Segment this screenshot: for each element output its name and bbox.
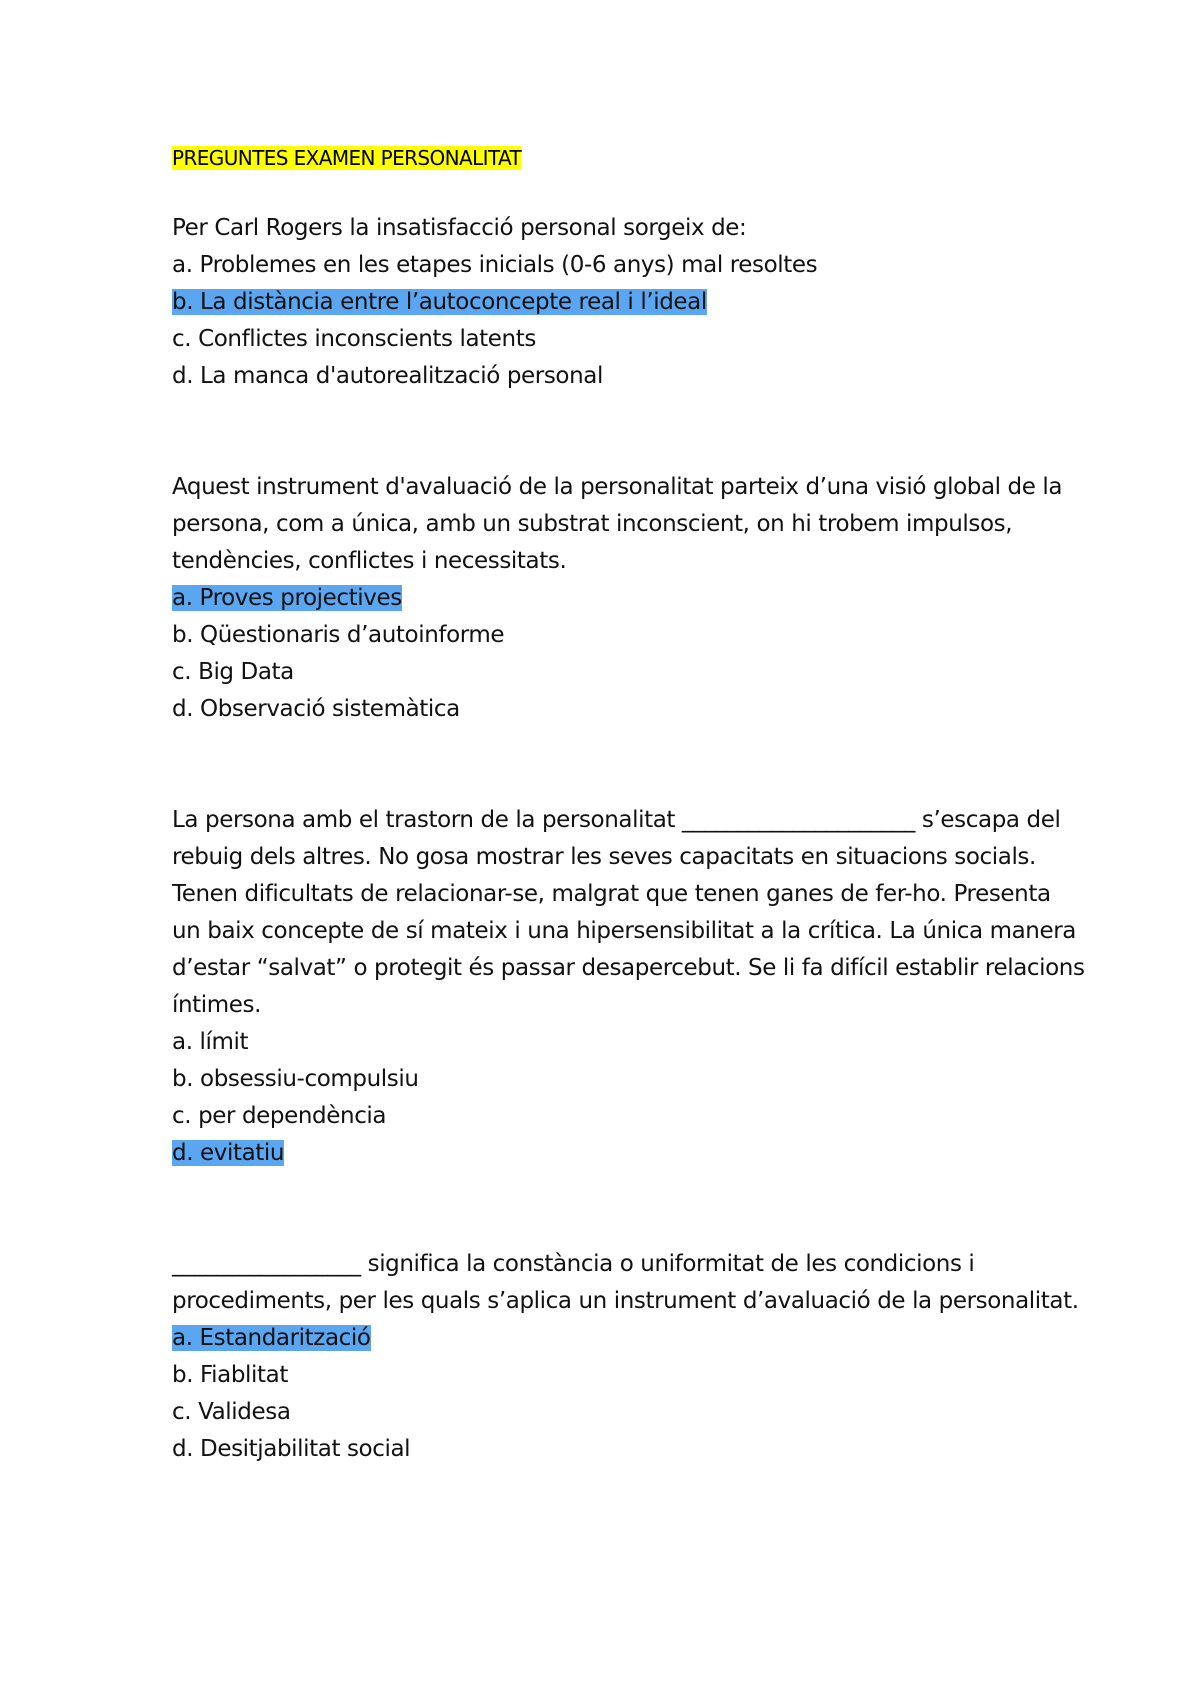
spacer xyxy=(172,728,1052,802)
option-text: b. obsessiu-compulsiu xyxy=(172,1066,419,1092)
answer-option xyxy=(172,321,1052,358)
question-prompt-line: un baix concepte de sí mateix i una hipersensibilitat a la crítica. La única manera xyxy=(172,918,1076,944)
option-text: a. Problemes en les etapes inicials (0-6 anys) mal resoltes xyxy=(172,252,818,278)
question-2 xyxy=(172,469,1063,728)
answer-option xyxy=(172,1431,1052,1468)
answer-option-correct xyxy=(172,1135,1052,1172)
question-prompt-line: persona, com a única, amb un substrat inconscient, on hi trobem impulsos, xyxy=(172,511,1013,537)
option-text: c. Big Data xyxy=(172,659,294,685)
answer-option-correct xyxy=(172,580,1052,617)
answer-option-correct xyxy=(172,284,1052,321)
spacer xyxy=(172,1172,1052,1246)
question-prompt-line: rebuig dels altres. No gosa mostrar les seves capacitats en situacions socials. xyxy=(172,844,1036,870)
option-text: b. Fiablitat xyxy=(172,1362,288,1388)
option-text: c. per dependència xyxy=(172,1103,387,1129)
answer-option xyxy=(172,617,1052,654)
option-text-highlighted: b. La distància entre l’autoconcepte real i l’ideal xyxy=(172,289,707,315)
answer-option xyxy=(172,691,1052,728)
option-text: d. Observació sistemàtica xyxy=(172,696,460,722)
question-prompt: Per Carl Rogers la insatisfacció personal sorgeix de: xyxy=(172,215,747,241)
answer-option xyxy=(172,654,1052,691)
option-text: d. Desitjabilitat social xyxy=(172,1436,411,1462)
answer-option xyxy=(172,358,1052,395)
document-title: PREGUNTES EXAMEN PERSONALITAT xyxy=(172,146,522,170)
question-prompt-line: Aquest instrument d'avaluació de la personalitat parteix d’una visió global de la xyxy=(172,474,1063,500)
question-3 xyxy=(172,802,1085,1172)
answer-option xyxy=(172,1024,1052,1061)
option-text: a. límit xyxy=(172,1029,249,1055)
answer-option-correct xyxy=(172,1320,1052,1357)
answer-option xyxy=(172,1394,1052,1431)
question-prompt-line: íntimes. xyxy=(172,992,262,1018)
question-prompt-line: procediments, per les quals s’aplica un instrument d’avaluació de la personalitat. xyxy=(172,1288,1079,1314)
document-content xyxy=(172,140,1085,1468)
answer-option xyxy=(172,1098,1052,1135)
question-4 xyxy=(172,1246,1079,1468)
question-prompt-line: tendències, conflictes i necessitats. xyxy=(172,548,567,574)
answer-option xyxy=(172,1061,1052,1098)
spacer xyxy=(172,395,1052,469)
option-text-highlighted: a. Proves projectives xyxy=(172,585,402,611)
option-text: b. Qüestionaris d’autoinforme xyxy=(172,622,505,648)
answer-option xyxy=(172,1357,1052,1394)
option-text-highlighted: a. Estandarització xyxy=(172,1325,371,1351)
question-1 xyxy=(172,210,1052,395)
answer-option xyxy=(172,247,1052,284)
question-prompt-line: Tenen dificultats de relacionar-se, malgrat que tenen ganes de fer-ho. Presenta xyxy=(172,881,1051,907)
question-prompt-line: _________________ significa la constància o uniformitat de les condicions i xyxy=(172,1251,975,1277)
option-text: d. La manca d'autorealització personal xyxy=(172,363,603,389)
option-text-highlighted: d. evitatiu xyxy=(172,1140,285,1166)
question-prompt-line: La persona amb el trastorn de la personalitat _____________________ s’escapa del xyxy=(172,807,1061,833)
title-line xyxy=(172,140,1052,177)
option-text: c. Conflictes inconscients latents xyxy=(172,326,536,352)
option-text: c. Validesa xyxy=(172,1399,291,1425)
question-prompt-line: d’estar “salvat” o protegit és passar desapercebut. Se li fa difícil establir relacions xyxy=(172,955,1085,981)
